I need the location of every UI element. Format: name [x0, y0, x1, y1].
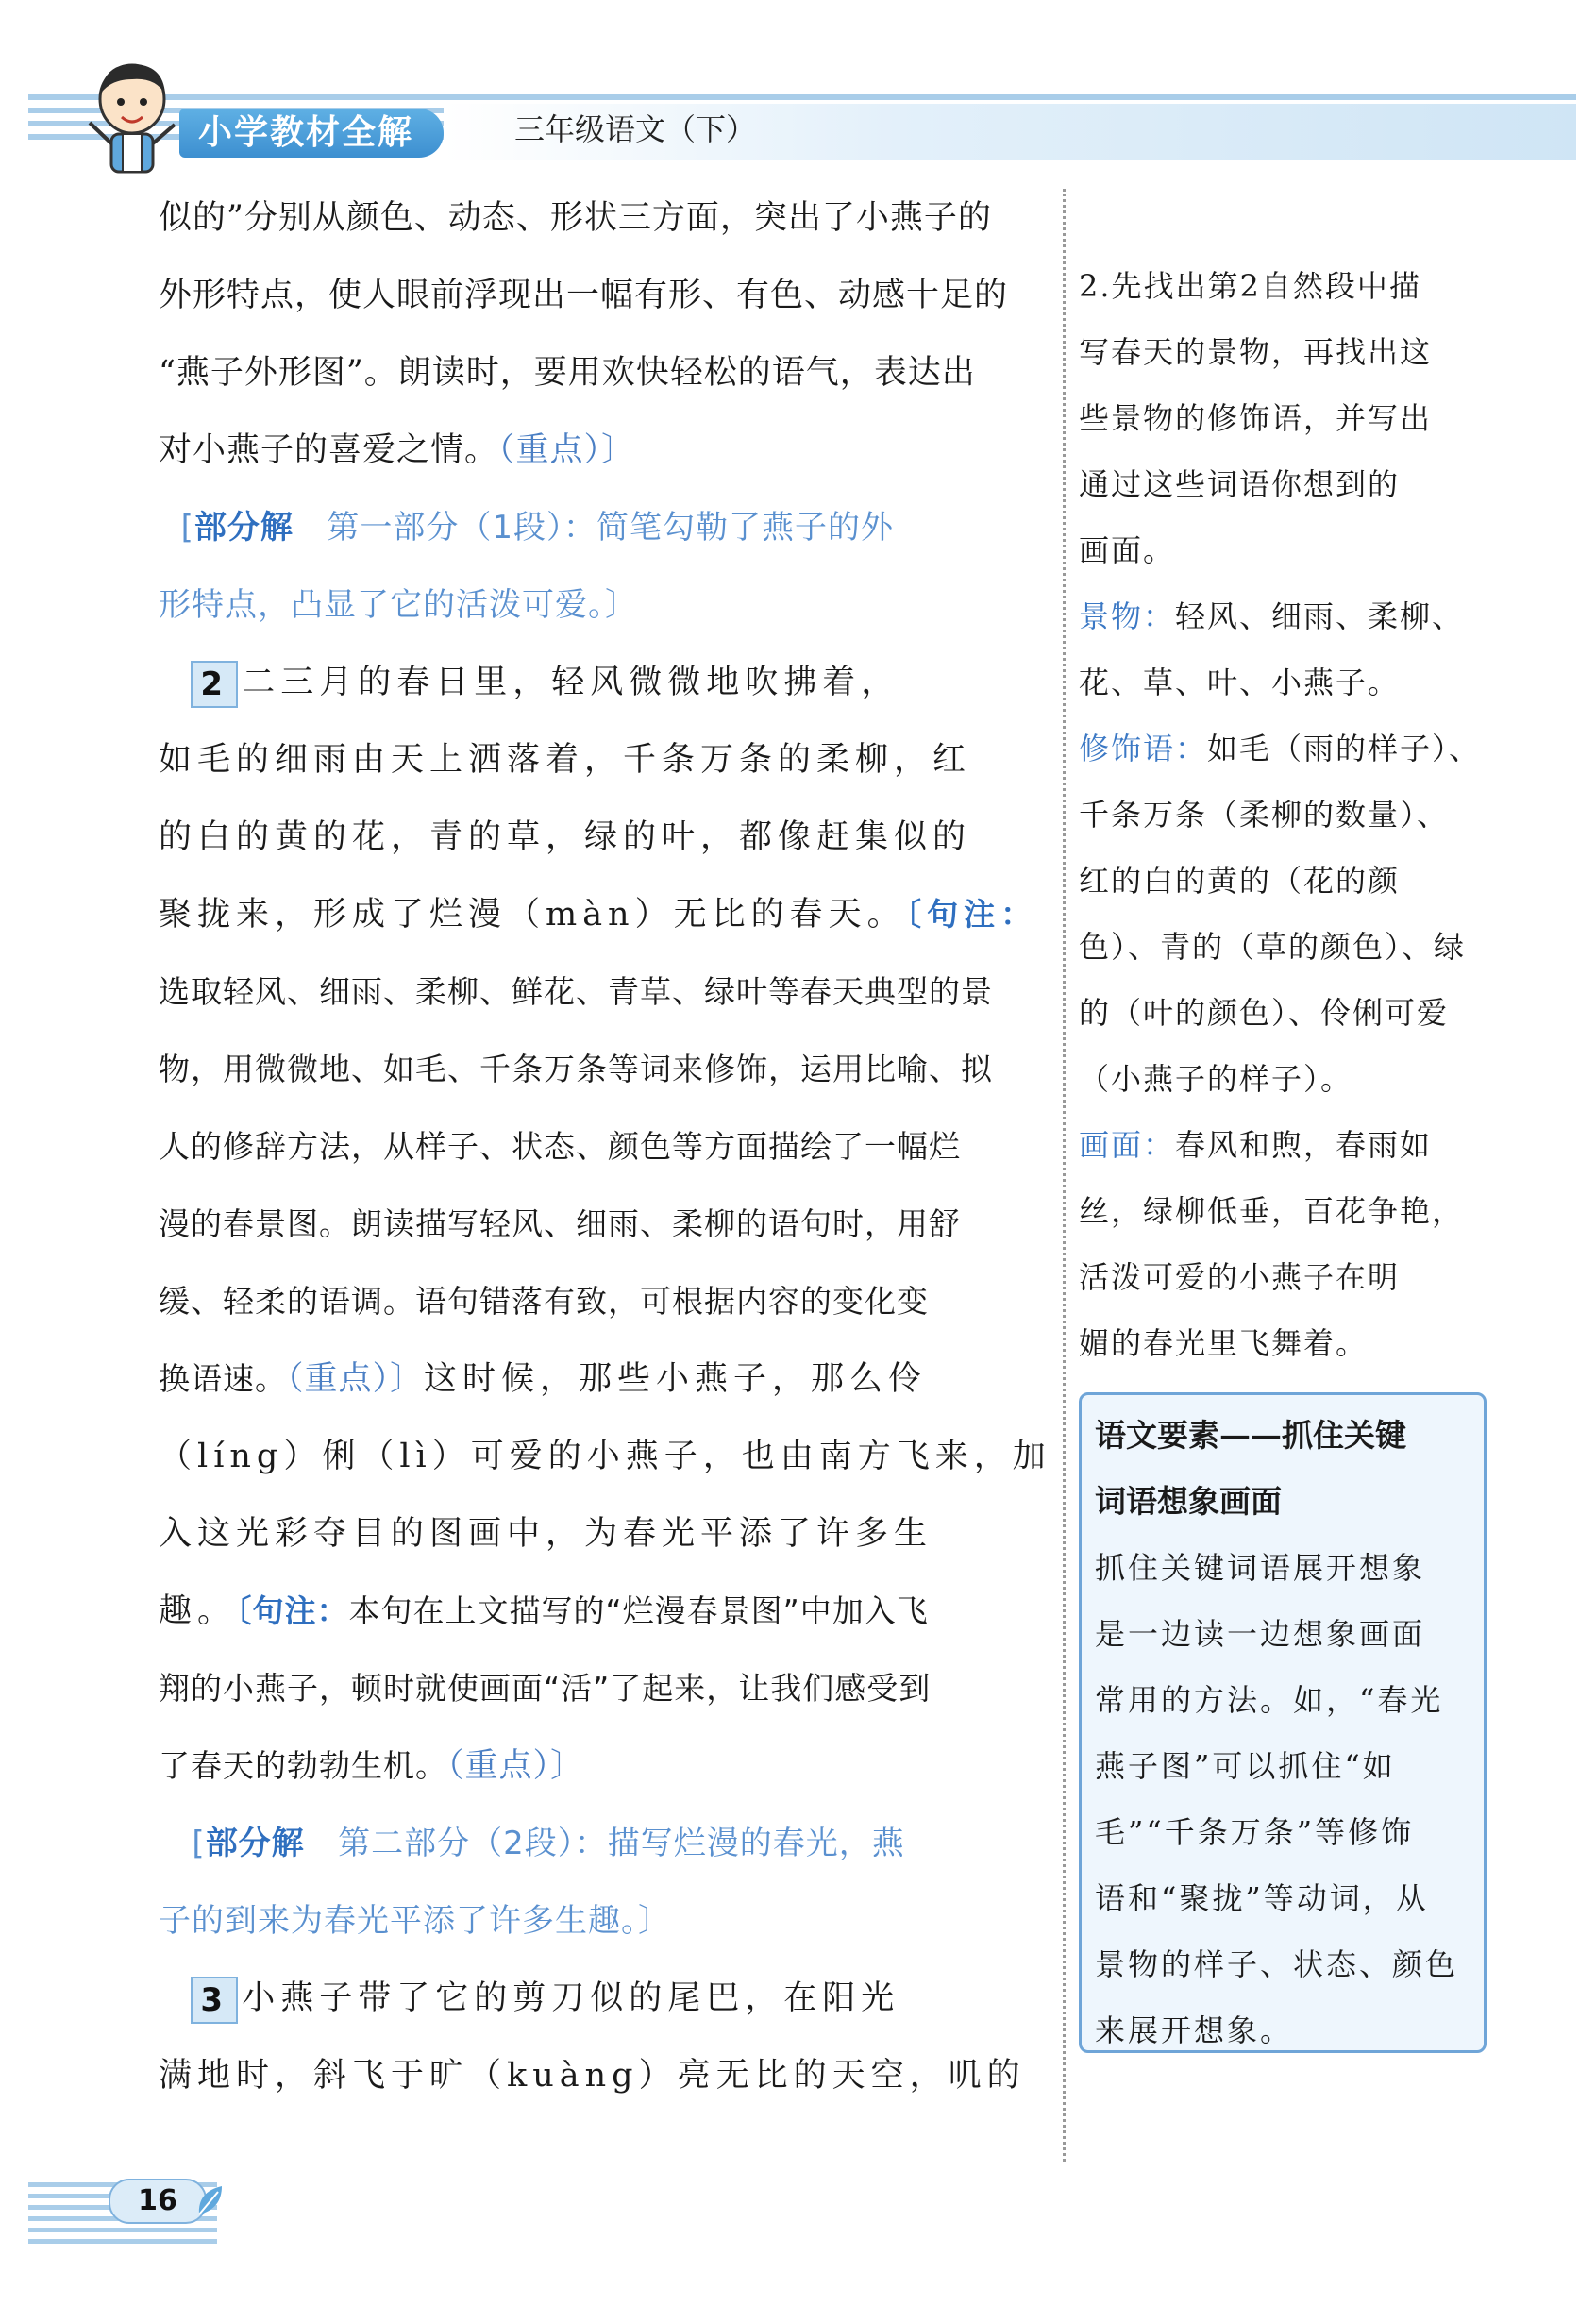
box-title: 语文要素——抓住关键	[1095, 1417, 1406, 1454]
box-text: 毛”“千条万条”等修饰	[1095, 1814, 1415, 1850]
page-header	[0, 0, 1596, 179]
note-text: 翔的小燕子，顿时就使画面“活”了起来，让我们感受到	[159, 1670, 932, 1707]
text-segment: 的白的黄的花，青的草，绿的叶，都像赶集似的	[159, 818, 972, 856]
column-divider	[1063, 189, 1066, 2162]
part-label: 部分解	[193, 509, 294, 547]
text-segment: 对小燕子的喜爱之情。	[159, 431, 499, 469]
text-line	[159, 412, 1050, 489]
leaf-icon	[193, 2182, 227, 2220]
paragraph-2-line	[159, 1573, 1050, 1650]
part-summary-2-cont	[159, 1882, 1050, 1960]
answer-line: 媚的春光里飞舞着。	[1079, 1325, 1369, 1361]
box-text: 常用的方法。如，“春光	[1095, 1682, 1444, 1718]
note-text: 换语速。	[159, 1360, 287, 1397]
picture-label: 画面：	[1079, 1127, 1176, 1163]
box-text: 燕子图”可以抓住“如	[1095, 1748, 1396, 1784]
note-text: 物，用微微地、如毛、千条万条等词来修饰，运用比喻、拟	[159, 1051, 993, 1087]
note-line	[159, 1340, 1050, 1418]
page-number: 16	[109, 2179, 207, 2224]
text-segment: 这时候，那些小燕子，那么伶	[424, 1360, 928, 1398]
side-column	[1079, 253, 1494, 1376]
answer-line: 红的白的黄的（花的颜	[1079, 863, 1401, 899]
box-text: 语和“聚拢”等动词，从	[1095, 1880, 1429, 1916]
answer-line: 花、草、叶、小燕子。	[1079, 665, 1401, 700]
answer-line: 丝，绿柳低垂，百花争艳，	[1079, 1193, 1465, 1229]
paragraph-2-line	[159, 644, 1050, 721]
sentence-note-label: 〔句注：	[236, 1592, 349, 1629]
page-footer	[0, 2162, 1596, 2237]
paragraph-number-2: 2	[191, 661, 238, 708]
scenery-label: 景物：	[1079, 598, 1176, 634]
text-segment: 聚拢来，形成了烂漫（màn）无比的春天。	[159, 896, 906, 934]
note-text: 缓、轻柔的语调。语句错落有致，可根据内容的变化变	[159, 1283, 929, 1320]
main-text-column	[159, 179, 1050, 2114]
paragraph-2-line	[159, 799, 1050, 876]
note-line	[159, 1263, 1050, 1340]
paragraph-3-line	[159, 1960, 1050, 2037]
text-line	[159, 257, 1050, 334]
note-line	[159, 953, 1050, 1031]
box-title: 词语想象画面	[1095, 1483, 1282, 1520]
box-text: 抓住关键词语展开想象	[1095, 1550, 1426, 1586]
text-segment: 如毛的细雨由天上洒落着，千条万条的柔柳，红	[159, 741, 972, 779]
note-line	[159, 1186, 1050, 1263]
text-segment: 似的”分别从颜色、动态、形状三方面，突出了小燕子的	[159, 199, 992, 237]
key-point-tag: （重点）〕	[447, 1747, 585, 1785]
answer-line	[1079, 715, 1494, 782]
note-line	[159, 1108, 1050, 1186]
text-segment: 二三月的春日里，轻风微微地吹拂着，	[242, 664, 900, 701]
answer-line: 千条万条（柔柳的数量）、	[1079, 797, 1450, 833]
language-element-box	[1079, 1392, 1487, 2053]
note-line	[159, 1727, 1050, 1805]
question-line: 2.先找出第2自然段中描	[1079, 268, 1421, 304]
text-segment: 趣。	[159, 1592, 237, 1630]
paragraph-2-line	[159, 1418, 1050, 1495]
modifier-label: 修饰语：	[1079, 731, 1208, 766]
text-segment: 满地时，斜飞于旷（kuàng）亮无比的天空，叽的	[159, 2057, 1026, 2095]
answer-text: 如毛（雨的样子）、	[1207, 731, 1482, 766]
part-summary-2: [部分解 第二部分（2段）：描写烂漫的春光，燕	[159, 1825, 905, 1862]
note-text: 本句在上文描写的“烂漫春景图”中加入飞	[348, 1592, 929, 1629]
question-line: 通过这些词语你想到的	[1079, 466, 1401, 502]
answer-line	[1079, 583, 1494, 649]
answer-line: （小燕子的样子）。	[1079, 1061, 1353, 1097]
answer-line: 的（叶的颜色）、伶俐可爱	[1079, 995, 1450, 1031]
note-line	[159, 1031, 1050, 1108]
key-point-tag: （重点）〕	[498, 431, 636, 469]
book-title: 小学教材全解	[179, 109, 444, 158]
box-text: 景物的样子、状态、颜色	[1095, 1946, 1459, 1982]
sentence-note-label: 〔句注：	[905, 896, 1038, 933]
paragraph-2-line	[159, 721, 1050, 799]
paragraph-number-3: 3	[191, 1977, 238, 2024]
answer-line: 色）、青的（草的颜色）、绿	[1079, 929, 1467, 965]
paragraph-2-line	[159, 1495, 1050, 1573]
text-segment: 小燕子带了它的剪刀似的尾巴，在阳光	[242, 1979, 900, 2017]
note-text: 了春天的勃勃生机。	[159, 1747, 447, 1784]
grade-subtitle: 三年级语文（下）	[514, 111, 757, 147]
mascot-boy-icon	[80, 57, 184, 179]
answer-line: 活泼可爱的小燕子在明	[1079, 1259, 1401, 1295]
paragraph-3-line	[159, 2037, 1050, 2114]
part-summary-1: [部分解 第一部分（1段）：简笔勾勒了燕子的外	[159, 509, 894, 547]
note-text: 选取轻风、细雨、柔柳、鲜花、青草、绿叶等春天典型的景	[159, 973, 993, 1010]
part-summary-text: 第一部分（1段）：简笔勾勒了燕子的外	[327, 509, 894, 547]
part-summary-text: 第二部分（2段）：描写烂漫的春光，燕	[338, 1825, 905, 1862]
text-line	[159, 334, 1050, 412]
part-summary-text: 子的到来为春光平添了许多生趣。〕	[159, 1902, 671, 1940]
text-segment: （líng）俐（lì）可爱的小燕子，也由南方飞来，加	[159, 1438, 1051, 1475]
question-line: 画面。	[1079, 532, 1176, 568]
text-segment: 入这光彩夺目的图画中，为春光平添了许多生	[159, 1515, 933, 1553]
note-line	[159, 1650, 1050, 1727]
box-text: 来展开想象。	[1095, 2012, 1294, 2048]
part-label: 部分解	[205, 1825, 305, 1862]
answer-line	[1079, 1112, 1494, 1178]
text-line	[159, 179, 1050, 257]
part-summary-text: 形特点，凸显了它的活泼可爱。〕	[159, 586, 638, 624]
answer-text: 春风和煦，春雨如	[1175, 1127, 1433, 1163]
answer-text: 轻风、细雨、柔柳、	[1175, 598, 1465, 634]
note-text: 人的修辞方法，从样子、状态、颜色等方面描绘了一幅烂	[159, 1128, 961, 1165]
text-segment: 外形特点，使人眼前浮现出一幅有形、有色、动感十足的	[159, 277, 1009, 314]
note-text: 漫的春景图。朗读描写轻风、细雨、柔柳的语句时，用舒	[159, 1205, 961, 1242]
key-point-tag: （重点）〕	[287, 1360, 425, 1398]
paragraph-2-line	[159, 876, 1050, 953]
text-segment: “燕子外形图”。朗读时，要用欢快轻松的语气，表达出	[159, 354, 976, 392]
box-text: 是一边读一边想象画面	[1095, 1616, 1426, 1652]
question-line: 写春天的景物，再找出这	[1079, 334, 1433, 370]
part-summary-1-cont	[159, 566, 1050, 644]
question-line: 些景物的修饰语，并写出	[1079, 400, 1433, 436]
